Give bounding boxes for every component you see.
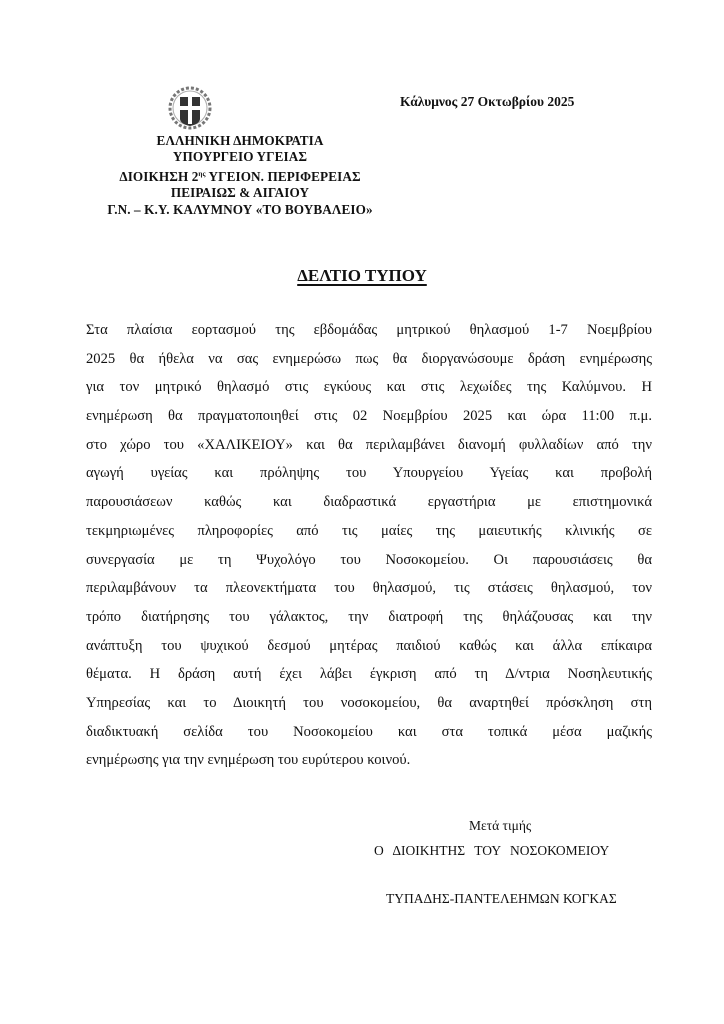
body-line: ανάπτυξη του ψυχικού δεσμού μητέρας παιδιού καθώς και άλλα επίκαιρα (86, 637, 652, 654)
body-line: συνεργασία με τη Ψυχολόγο του Νοσοκομείου. Οι παρουσιάσεις θα (86, 551, 652, 568)
body-line: τεκμηριωμένες πληροφορίες από τις μαίες της μαιευτικής κλινικής σε (86, 522, 652, 539)
header-line-ministry: ΥΠΟΥΡΓΕΙΟ ΥΓΕΙΑΣ (172, 149, 308, 165)
body-line: διαδικτυακή σελίδα του Νοσοκομείου και στα τοπικά μέσα μαζικής (86, 723, 652, 740)
signature-title: Ο ΔΙΟΙΚΗΤΗΣ ΤΟΥ ΝΟΣΟΚΟΜΕΙΟΥ (374, 843, 610, 858)
issuer-header (80, 133, 400, 218)
body-line: περιλαμβάνουν τα πλεονεκτήματα του θηλασμού, τις στάσεις θηλασμού, τον (86, 580, 652, 597)
body-line: στο χώρο του «ΧΑΛΙΚΕΙΟΥ» και θα περιλαμβάνει διανομή φυλλαδίων από την (86, 436, 652, 453)
greek-coat-of-arms-icon (168, 86, 212, 130)
header-line-hospital: Γ.Ν. – Κ.Υ. ΚΑΛΥΜΝΟΥ «ΤΟ ΒΟΥΒΑΛΕΙΟ» (107, 201, 373, 217)
body-line: Υπηρεσίας και το Διοικητή του νοσοκομείου, θα αναρτηθεί πρόσκληση στη (86, 694, 652, 711)
header-line-region: ΠΕΙΡΑΙΩΣ & ΑΙΓΑΙΟΥ (170, 185, 310, 201)
document-date: Κάλυμνος 27 Οκτωβρίου 2025 (400, 94, 575, 109)
header-line-republic: ΕΛΛΗΝΙΚΗ ΔΗΜΟΚΡΑΤΙΑ (156, 133, 324, 148)
body-line: ενημέρωσης για την ενημέρωση του ευρύτερου κοινού. (86, 752, 411, 769)
body-line: τρόπο διατήρησης του γάλακτος, την διατροφή της θηλάζουσας και την (86, 608, 652, 625)
header-line-administration: ΔΙΟΙΚΗΣΗ $2^{\eta\varsigma}$ ΥΓΕΙΟΝ. ΠΕΡΙΦΕΡΕΙΑΣ (119, 168, 361, 184)
body-line: θέματα. Η δράση αυτή έχει λάβει έγκριση από τη Δ/ντρια Νοσηλευτικής (86, 666, 652, 683)
body-line: αγωγή υγείας και πρόληψης του Υπουργείου Υγείας και προβολή (86, 465, 652, 482)
body-line: Στα πλαίσια εορτασμού της εβδομάδας μητρικού θηλασμού 1-7 Νοεμβρίου (86, 322, 652, 338)
body-line: ενημέρωση θα πραγματοποιηθεί στις 02 Νοεμβρίου 2025 και ώρα 11:00 π.μ. (86, 408, 652, 425)
body-line: για τον μητρικό θηλασμό στις εγκύους και στις λεχωίδες της Καλύμνου. Η (86, 379, 652, 396)
document-title: ΔΕΛΤΙΟ ΤΥΠΟΥ (297, 266, 427, 285)
closing-salutation: Μετά τιμής (469, 818, 532, 833)
signer-name: ΤΥΠΑΔΗΣ-ΠΑΝΤΕΛΕΗΜΩΝ ΚΟΓΚΑΣ (386, 891, 617, 906)
press-release-body (86, 316, 652, 775)
body-line: 2025 θα ήθελα να σας ενημερώσω πως θα διοργανώσουμε δράση ενημέρωσης (86, 350, 652, 367)
body-line: παρουσιάσεων καθώς και διαδραστικά εργαστήρια με επιστημονικά (86, 494, 652, 511)
